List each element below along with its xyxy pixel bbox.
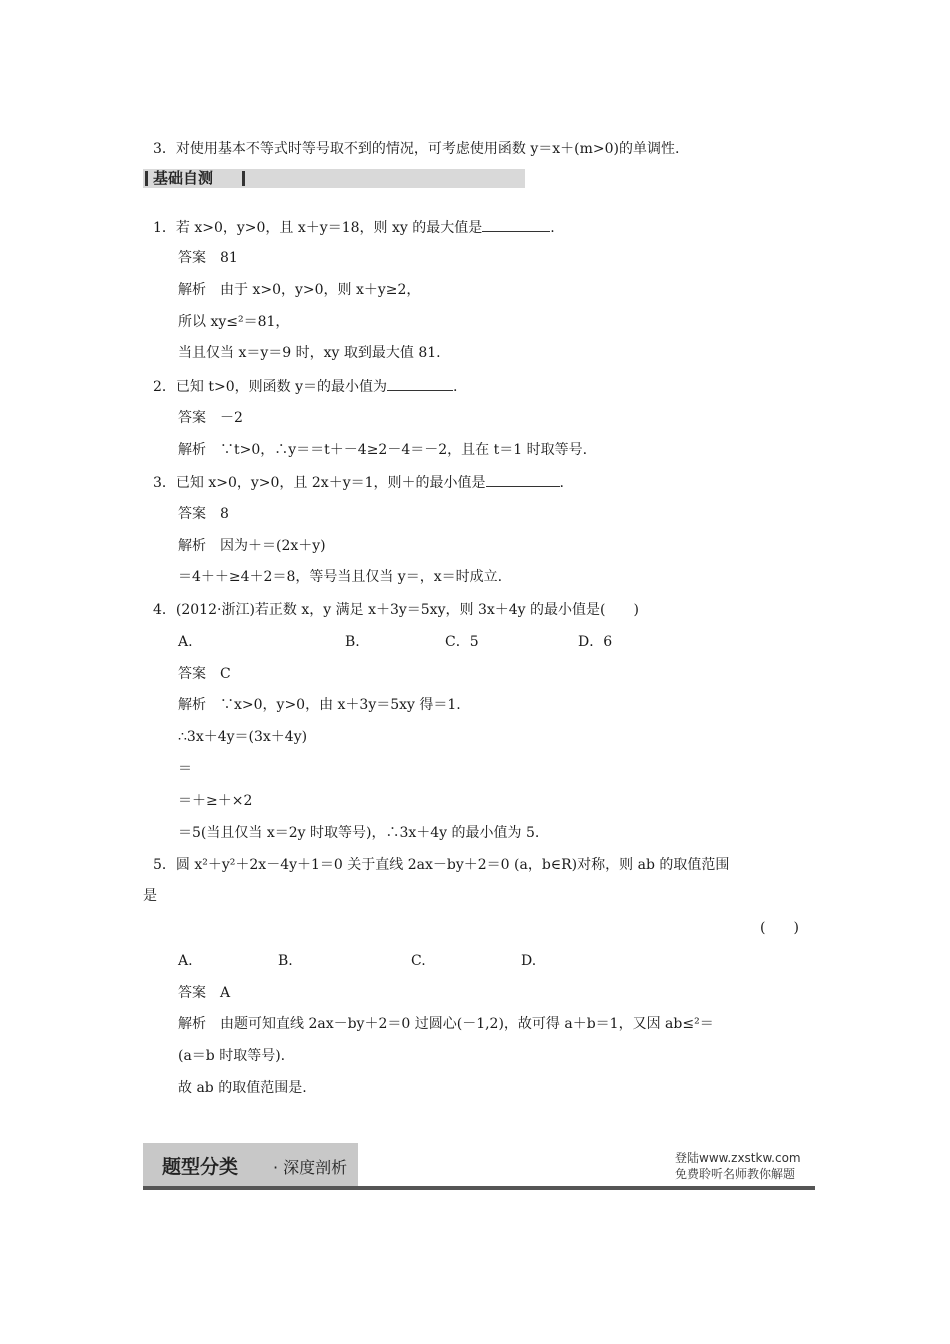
option-b: B. — [278, 953, 293, 969]
question-5-analysis-line: (a＝b 时取等号). — [178, 1048, 286, 1064]
option-c: C．5 — [445, 634, 479, 650]
question-4-analysis-line: ＝5(当且仅当 x＝2y 时取等号)，∴3x＋4y 的最小值为 5. — [178, 825, 540, 841]
question-1: 1．若 x>0，y>0，且 x＋y＝18，则 xy 的最大值是 . — [153, 217, 555, 238]
footer-rule — [143, 1186, 815, 1190]
question-2-analysis: 解析 ∵t>0，∴y＝＝t＋－4≥2－4＝－2，且在 t＝1 时取等号. — [178, 442, 588, 458]
question-3-analysis: 解析 因为＋＝(2x＋y) — [178, 538, 326, 554]
footer-promo-url: 登陆www.zxstkw.com — [675, 1151, 801, 1165]
footer-subtitle: · 深度剖析 — [273, 1158, 348, 1177]
section-header — [143, 169, 525, 188]
question-4-analysis-line: ＝＋≥＋×2 — [178, 793, 253, 809]
question-3-stem: 3．已知 x>0，y>0，且 2x＋y＝1，则＋的最小值是 — [153, 475, 486, 491]
option-c: C. — [411, 953, 426, 969]
question-1-analysis-line: 当且仅当 x＝y＝9 时，xy 取到最大值 81. — [178, 345, 441, 361]
tip-line-3: 3．对使用基本不等式时等号取不到的情况，可考虑使用函数 y＝x＋(m>0)的单调性. — [153, 141, 680, 157]
question-3-answer: 答案 8 — [178, 506, 229, 522]
question-5-analysis: 解析 由题可知直线 2ax－by＋2＝0 过圆心(－1,2)，故可得 a＋b＝1，又因 ab≤²＝ — [178, 1016, 714, 1032]
question-3: 3．已知 x>0，y>0，且 2x＋y＝1，则＋的最小值是 . — [153, 472, 564, 493]
question-4-analysis-line: ＝ — [178, 761, 192, 777]
question-1-analysis: 解析 由于 x>0，y>0，则 x＋y≥2， — [178, 282, 421, 298]
section-bar-right-mark — [242, 171, 245, 186]
question-1-stem: 1．若 x>0，y>0，且 x＋y＝18，则 xy 的最大值是 — [153, 220, 483, 236]
question-2-answer: 答案 －2 — [178, 410, 243, 426]
option-d: D．6 — [578, 634, 613, 650]
section-title: 基础自测 — [153, 169, 214, 187]
question-3-analysis-line: ＝4＋＋≥4＋2＝8，等号当且仅当 y＝，x＝时成立. — [178, 569, 503, 585]
section-bar-left-mark — [145, 171, 148, 186]
question-4-analysis-line: ∴3x＋4y＝(3x＋4y) — [178, 729, 308, 745]
question-1-answer: 答案 81 — [178, 250, 238, 266]
footer-promo — [675, 1150, 801, 1182]
option-b: B. — [345, 634, 360, 650]
question-2: 2．已知 t>0，则函数 y＝的最小值为 . — [153, 376, 457, 397]
question-5-analysis-line: 故 ab 的取值范围是. — [178, 1080, 307, 1096]
option-d: D. — [521, 953, 537, 969]
answer-blank — [482, 217, 550, 232]
answer-blank — [486, 472, 560, 487]
question-5-answer: 答案 A — [178, 985, 231, 1001]
question-4: 4．(2012·浙江)若正数 x，y 满足 x＋3y＝5xy，则 3x＋4y 的最小值是( ) — [153, 602, 639, 618]
question-1-analysis-line: 所以 xy≤²＝81， — [178, 314, 290, 330]
footer-promo-text: 免费聆听名师教你解题 — [675, 1167, 796, 1181]
question-2-stem: 2．已知 t>0，则函数 y＝的最小值为 — [153, 379, 387, 395]
question-4-analysis: 解析 ∵x>0，y>0，由 x＋3y＝5xy 得＝1. — [178, 697, 461, 713]
option-a: A. — [178, 634, 193, 650]
answer-blank — [387, 376, 453, 391]
footer-title: 题型分类 — [162, 1156, 239, 1178]
answer-parentheses: ( ) — [760, 920, 799, 936]
question-5: 5．圆 x²＋y²＋2x－4y＋1＝0 关于直线 2ax－by＋2＝0 (a，b∈R)对称，则 ab 的取值范围 — [153, 857, 730, 873]
question-5-continued: 是 — [143, 888, 157, 904]
question-4-answer: 答案 C — [178, 666, 231, 682]
option-a: A. — [178, 953, 193, 969]
